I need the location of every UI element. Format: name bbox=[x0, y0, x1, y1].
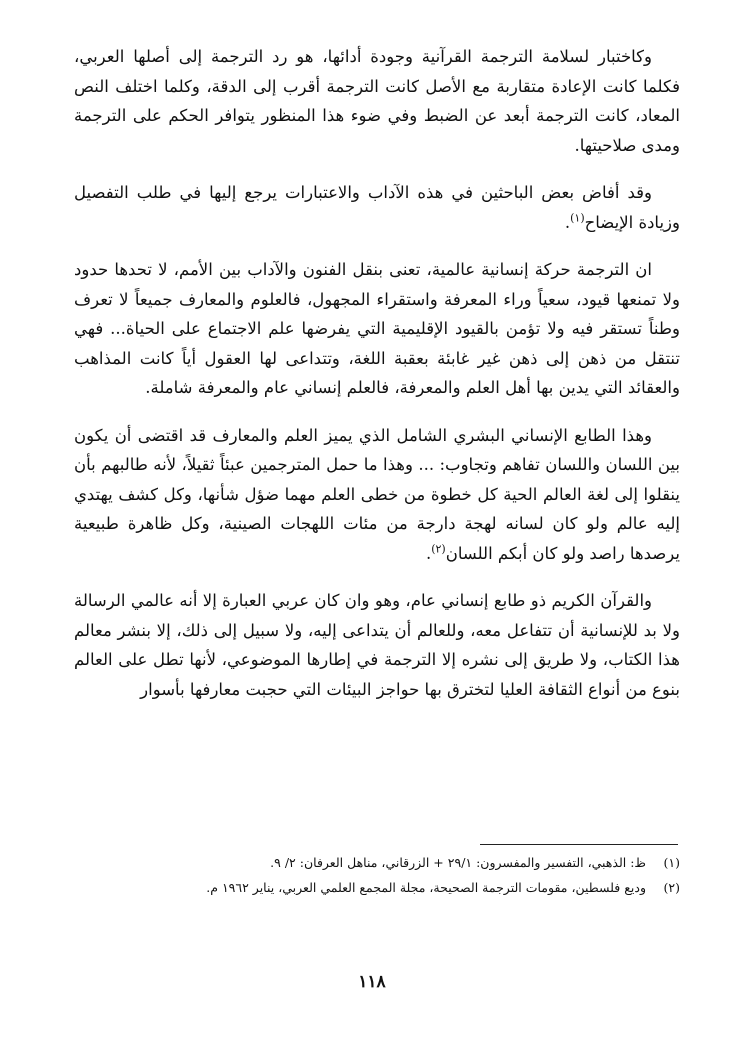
page-number: ١١٨ bbox=[358, 972, 386, 992]
footnote-1 bbox=[74, 850, 680, 875]
footnote-1-text: ظ: الذهبي، التفسير والمفسرون: ٢٩/١ + الزرقاني، مناهل العرفان: ٢/ ٩. bbox=[270, 855, 646, 870]
paragraph-5-text: والقرآن الكريم ذو طابع إنساني عام، وهو وان كان عربي العبارة إلا أنه عالمي الرسالة ولا بد للإنسانية أن تتفاعل معه، وللعالم أن يتداعى إليه، ولا سبيل إلى ذلك، إلا بنشر معالم هذا الكتاب، ولا طريق إلى نشره إلا الترجمة في إطارها الموضوعي، لأنها تطل على العالم بنوع من أنواع الثقافة العليا لتخترق بها حواجز البيئات التي حجبت معارفها بأسوار bbox=[74, 591, 680, 699]
paragraph-2 bbox=[74, 178, 680, 237]
paragraph-4-end: . bbox=[425, 543, 432, 563]
paragraph-1 bbox=[74, 42, 680, 160]
footnote-2-text: وديع فلسطين، مقومات الترجمة الصحيحة، مجلة المجمع العلمي العربي، يناير ١٩٦٢ م. bbox=[206, 880, 646, 895]
paragraph-4-text: وهذا الطابع الإنساني البشري الشامل الذي يميز العلم والمعارف قد اقتضى أن يكون بين اللسان واللسان تفاهم وتجاوب: ... وهذا ما حمل المترجمين عبئاً ثقيلاً، لأنه طالبهم بأن ينقلوا إلى لغة العالم الحية كل خطوة من خطى العلم مهما ضؤل شأنها، وكل كشف يهتدي إليه عالم ولو كان لسانه لهجة دارجة من مئات اللهجات الصينية، وكل ظاهرة طبيعية يرصدها راصد ولو كان أبكم اللسان bbox=[74, 425, 680, 563]
footnotes bbox=[74, 850, 680, 900]
paragraph-3 bbox=[74, 255, 680, 403]
paragraph-4 bbox=[74, 421, 680, 569]
footnote-2-number: (٢) bbox=[663, 880, 680, 895]
paragraph-1-text: وكاختبار لسلامة الترجمة القرآنية وجودة أدائها، هو رد الترجمة إلى أصلها العربي، فكلما كانت الإعادة متقاربة مع الأصل كانت الترجمة أقرب إلى الدقة، وكلما اختلف النص المعاد، كانت الترجمة أبعد عن الضبط وفي ضوء هذا المنظور يتوافر الحكم على الترجمة ومدى صلاحيتها. bbox=[74, 47, 680, 155]
paragraph-5 bbox=[74, 586, 680, 704]
footnote-2 bbox=[74, 875, 680, 900]
paragraph-3-text: ان الترجمة حركة إنسانية عالمية، تعنى بنقل الفنون والآداب بين الأمم، لا تحدها حدود ولا تمنعها قيود، سعياً وراء المعرفة واستقراء المجهول، فالعلوم والمعارف جميعاً لا تعرف وطناً تستقر فيه ولا تؤمن بالقيود الإقليمية التي يفرضها علم الاجتماع على الحياة... فهي تنتقل من ذهن إلى ذهن غير غابئة بعقبة اللغة، وتتداعى لها العقول أياً كانت المذاهب والعقائد التي يدين بها أهل العلم والمعرفة، فالعلم إنساني عام والمعرفة شاملة. bbox=[74, 260, 680, 397]
page-body bbox=[74, 42, 680, 722]
footnote-ref-2: (٢) bbox=[431, 542, 446, 555]
paragraph-2-end: . bbox=[564, 212, 571, 232]
footnote-ref-1: (١) bbox=[570, 211, 585, 224]
footnote-divider bbox=[480, 844, 678, 845]
paragraph-2-text: وقد أفاض بعض الباحثين في هذه الآداب والاعتبارات يرجع إليها في طلب التفصيل وزيادة الإيضاح bbox=[74, 183, 680, 232]
footnote-1-number: (١) bbox=[663, 855, 680, 870]
